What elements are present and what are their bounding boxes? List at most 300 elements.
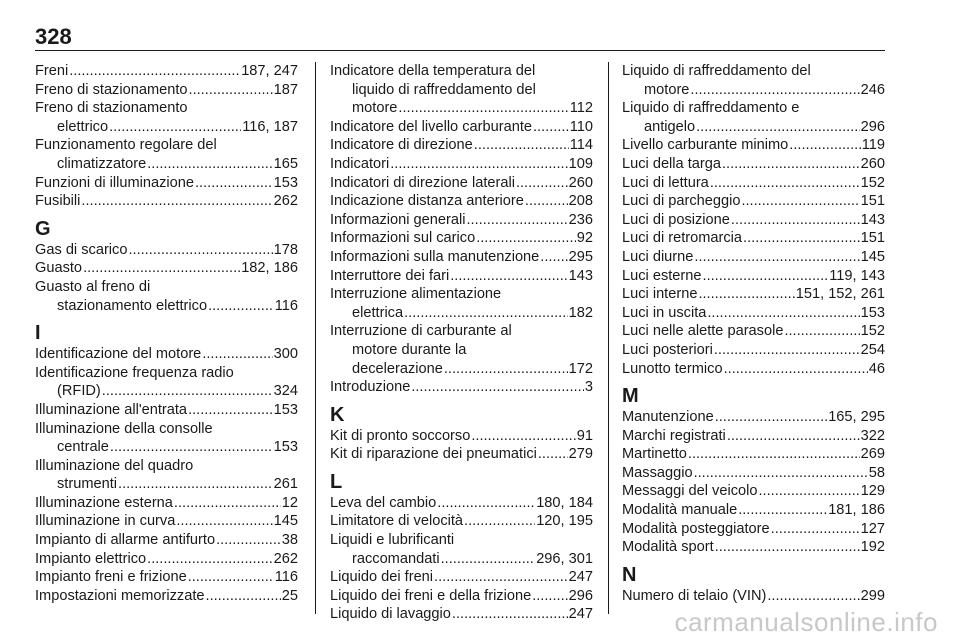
entry-pages: 143: [860, 211, 885, 228]
entry-term: decelerazione: [352, 360, 443, 377]
entry-pages: 153: [273, 401, 298, 418]
dot-leader: [688, 445, 860, 464]
index-entry: [35, 241, 298, 260]
dot-leader: [722, 155, 860, 174]
index-entry: [622, 285, 885, 304]
index-entry: [35, 550, 298, 569]
index-entry: [35, 278, 298, 315]
entry-term: Lunotto termico: [622, 360, 723, 377]
section-letter: N: [622, 563, 637, 586]
entry-line: [330, 136, 593, 155]
entry-line: [35, 192, 298, 211]
index-entry: [622, 501, 885, 520]
entry-pages: 129: [860, 483, 885, 500]
dot-leader: [738, 501, 827, 520]
entry-term-line: Liquidi e lubrificanti: [330, 532, 455, 549]
header-rule: [35, 50, 885, 51]
entry-term: Martinetto: [622, 446, 687, 463]
entry-line: [622, 322, 885, 341]
dot-leader: [533, 118, 569, 137]
index-entry: [330, 211, 593, 230]
dot-leader: [174, 494, 281, 513]
entry-line: [622, 229, 885, 248]
dot-leader: [452, 605, 568, 624]
index-entry: [622, 155, 885, 174]
index-entry: [330, 136, 593, 155]
entry-pages: 116: [274, 297, 298, 314]
entry-line: [330, 378, 593, 397]
entry-line: [35, 297, 298, 316]
index-entry: [330, 267, 593, 286]
entry-line: [330, 267, 593, 286]
entry-pages: 91: [576, 427, 593, 444]
index-entry: [35, 81, 298, 100]
entry-pages: 153: [860, 304, 885, 321]
entry-term: Impianto elettrico: [35, 550, 147, 567]
index-entry: [330, 378, 593, 397]
entry-term: Messaggi del veicolo: [622, 483, 758, 500]
entry-pages: 322: [860, 427, 885, 444]
dot-leader: [690, 81, 859, 100]
index-entry: [622, 267, 885, 286]
entry-term: climatizzatore: [57, 155, 147, 172]
entry-term: Modalità manuale: [622, 502, 738, 519]
index-entry: [622, 211, 885, 230]
entry-pages: 145: [860, 248, 885, 265]
dot-leader: [110, 438, 273, 457]
dot-leader: [188, 568, 274, 587]
entry-term: Informazioni generali: [330, 211, 466, 228]
index-entry: [622, 464, 885, 483]
dot-leader: [434, 568, 568, 587]
entry-line: [622, 155, 885, 174]
dot-leader: [516, 174, 568, 193]
entry-line: [622, 408, 885, 427]
index-entry: [622, 99, 885, 136]
entry-line: [622, 427, 885, 446]
entry-term-line: Funzionamento regolare del: [35, 137, 217, 154]
entry-pages: 38: [281, 532, 298, 549]
index-entry: [330, 427, 593, 446]
entry-line: [330, 568, 593, 587]
entry-pages: 127: [860, 520, 885, 537]
dot-leader: [476, 229, 576, 248]
entry-line: [330, 99, 593, 118]
entry-term-line: Indicatore della temperatura del: [330, 63, 536, 79]
dot-leader: [715, 538, 860, 557]
entry-term: raccomandati: [352, 550, 440, 567]
dot-leader: [83, 259, 240, 278]
entry-line: [330, 155, 593, 174]
entry-term: Luci di retromarcia: [622, 230, 743, 247]
dot-leader: [441, 550, 536, 569]
entry-pages: 324: [273, 383, 298, 400]
section-letter: G: [35, 217, 51, 240]
entry-term-line: Guasto al freno di: [35, 278, 151, 295]
dot-leader: [109, 118, 241, 137]
entry-term: Guasto: [35, 260, 83, 277]
index-entry: [622, 341, 885, 360]
entry-line: [35, 438, 298, 457]
entry-line: [330, 192, 593, 211]
entry-pages: 262: [273, 550, 298, 567]
dot-leader: [767, 587, 859, 606]
index-entry: [622, 408, 885, 427]
entry-term: Liquido di lavaggio: [330, 606, 451, 623]
entry-line: [330, 360, 593, 379]
index-entry: [622, 304, 885, 323]
entry-term: Impostazioni memorizzate: [35, 587, 205, 604]
index-entry: [35, 420, 298, 457]
entry-pages: 178: [273, 241, 298, 258]
entry-term: Freno di stazionamento: [35, 81, 188, 98]
index-entry: [35, 512, 298, 531]
index-entry: [330, 494, 593, 513]
entry-term: Informazioni sul carico: [330, 230, 476, 247]
dot-leader: [147, 155, 272, 174]
dot-leader: [789, 136, 860, 155]
index-entry: [330, 568, 593, 587]
dot-leader: [540, 248, 567, 267]
entry-pages: 260: [568, 174, 593, 191]
entry-term: Indicatori: [330, 155, 390, 172]
entry-term: Luci interne: [622, 286, 698, 303]
entry-term: Luci posteriori: [622, 341, 713, 358]
dot-leader: [694, 248, 859, 267]
index-entry: [330, 531, 593, 568]
dot-leader: [741, 192, 859, 211]
entry-term: Kit di pronto soccorso: [330, 427, 471, 444]
entry-line: [35, 382, 298, 401]
dot-leader: [727, 427, 860, 446]
entry-pages: 12: [281, 494, 298, 511]
entry-term: Informazioni sulla manutenzione: [330, 248, 540, 265]
entry-pages: 260: [860, 155, 885, 172]
entry-term: Leva del cambio: [330, 494, 437, 511]
entry-term-line: Interruzione di carburante al: [330, 323, 512, 340]
entry-pages: 151, 152, 261: [795, 286, 885, 303]
entry-term-line: Freno di stazionamento: [35, 100, 188, 117]
entry-line: [35, 475, 298, 494]
entry-line: [35, 155, 298, 174]
entry-term: Liquido dei freni: [330, 569, 434, 586]
index-entry: [35, 568, 298, 587]
entry-term: Gas di scarico: [35, 241, 128, 258]
index-entry: [35, 587, 298, 606]
entry-term: Identificazione del motore: [35, 346, 202, 363]
dot-leader: [102, 382, 273, 401]
entry-line: [622, 248, 885, 267]
index-entry: [622, 360, 885, 379]
entry-line: [330, 587, 593, 606]
index-entry: [35, 259, 298, 278]
index-column-2: [330, 62, 593, 624]
watermark: carmanualsonline.info: [674, 607, 938, 637]
entry-term: Luci di lettura: [622, 174, 709, 191]
entry-term: Impianto di allarme antifurto: [35, 532, 216, 549]
entry-term: Luci di posizione: [622, 211, 730, 228]
index-entry: [622, 482, 885, 501]
entry-line: [35, 81, 298, 100]
column-divider-2: [608, 62, 609, 614]
index-entry: [330, 229, 593, 248]
entry-line: [330, 211, 593, 230]
index-entry: [622, 248, 885, 267]
index-entry: [330, 174, 593, 193]
dot-leader: [444, 360, 568, 379]
entry-term-line: Liquido di raffreddamento e: [622, 100, 800, 117]
entry-pages: 110: [569, 118, 593, 135]
entry-term: elettrico: [57, 118, 109, 135]
entry-term-line: Interruzione alimentazione: [330, 286, 502, 303]
entry-term: Illuminazione in curva: [35, 513, 176, 530]
entry-pages: 254: [860, 341, 885, 358]
entry-term-line: Identificazione frequenza radio: [35, 364, 234, 381]
entry-line: [35, 568, 298, 587]
index-entry: [622, 322, 885, 341]
dot-leader: [714, 341, 860, 360]
entry-pages: 165: [273, 155, 298, 172]
entry-pages: 119, 143: [829, 267, 885, 284]
entry-line: [622, 445, 885, 464]
entry-line: [330, 304, 593, 323]
entry-pages: 116: [274, 569, 298, 586]
entry-term: Luci diurne: [622, 248, 694, 265]
entry-pages: 279: [568, 446, 593, 463]
entry-term-line: Illuminazione del quadro: [35, 457, 194, 474]
dot-leader: [525, 192, 568, 211]
entry-line: [622, 482, 885, 501]
entry-pages: 165, 295: [828, 409, 885, 426]
entry-term-line: Illuminazione della consolle: [35, 420, 213, 437]
entry-pages: 246: [860, 81, 885, 98]
entry-pages: 119: [861, 137, 885, 154]
entry-line: [622, 587, 885, 606]
dot-leader: [398, 99, 568, 118]
entry-term: Impianto freni e frizione: [35, 569, 187, 586]
entry-pages: 172: [568, 360, 593, 377]
entry-pages: 182: [568, 304, 593, 321]
index-entry: [330, 587, 593, 606]
entry-term: elettrica: [352, 304, 404, 321]
entry-line: [330, 512, 593, 531]
entry-pages: 114: [569, 137, 593, 154]
entry-line: [622, 520, 885, 539]
entry-pages: 300: [273, 346, 298, 363]
dot-leader: [710, 174, 860, 193]
entry-pages: 152: [860, 323, 885, 340]
dot-leader: [202, 345, 272, 364]
index-entry: [35, 345, 298, 364]
entry-line: [622, 81, 885, 100]
index-entry: [35, 364, 298, 401]
index-entry: [330, 285, 593, 322]
index-entry: [622, 587, 885, 606]
entry-pages: 58: [868, 464, 885, 481]
entry-line: [622, 341, 885, 360]
entry-pages: 153: [273, 439, 298, 456]
dot-leader: [216, 531, 281, 550]
dot-leader: [404, 304, 568, 323]
index-entry: [35, 457, 298, 494]
entry-line: [622, 174, 885, 193]
entry-term: Luci esterne: [622, 267, 702, 284]
entry-pages: 182, 186: [241, 260, 298, 277]
entry-pages: 109: [568, 155, 593, 172]
dot-leader: [437, 494, 535, 513]
entry-pages: 181, 186: [828, 502, 885, 519]
index-entry: [330, 322, 593, 378]
entry-term: stazionamento elettrico: [57, 297, 208, 314]
entry-term: Fusibili: [35, 193, 81, 210]
entry-pages: 296, 301: [536, 550, 593, 567]
entry-term: Illuminazione esterna: [35, 494, 173, 511]
index-column-3: [622, 62, 885, 605]
entry-line: [622, 136, 885, 155]
dot-leader: [715, 408, 828, 427]
entry-pages: 145: [273, 513, 298, 530]
dot-leader: [128, 241, 272, 260]
index-entry: [622, 174, 885, 193]
dot-leader: [743, 229, 860, 248]
dot-leader: [784, 322, 859, 341]
dot-leader: [758, 482, 859, 501]
index-entry: [622, 538, 885, 557]
index-entry: [35, 136, 298, 173]
entry-line: [330, 427, 593, 446]
entry-line: [35, 494, 298, 513]
page-number: 328: [35, 24, 72, 49]
dot-leader: [118, 475, 273, 494]
dot-leader: [69, 62, 240, 81]
dot-leader: [81, 192, 272, 211]
index-entry: [330, 445, 593, 464]
entry-line: [330, 494, 593, 513]
entry-line: [35, 259, 298, 278]
entry-term: Luci in uscita: [622, 304, 707, 321]
entry-line: [330, 445, 593, 464]
dot-leader: [771, 520, 860, 539]
entry-line: [622, 360, 885, 379]
entry-line: [330, 550, 593, 569]
index-entry: [330, 605, 593, 624]
index-entry: [35, 401, 298, 420]
entry-pages: 187, 247: [241, 63, 298, 79]
index-entry: [35, 192, 298, 211]
entry-term: Manutenzione: [622, 409, 714, 426]
entry-line: [622, 285, 885, 304]
entry-term: motore: [352, 100, 398, 117]
entry-line: [35, 587, 298, 606]
dot-leader: [208, 297, 274, 316]
entry-term: Marchi registrati: [622, 427, 726, 444]
entry-pages: 296: [568, 587, 593, 604]
entry-line: [35, 241, 298, 260]
entry-term: Interruttore dei fari: [330, 267, 450, 284]
index-entry: [622, 136, 885, 155]
dot-leader: [731, 211, 860, 230]
entry-pages: 46: [868, 360, 885, 377]
entry-line: [622, 192, 885, 211]
index-entry: [622, 62, 885, 99]
index-entry: [35, 174, 298, 193]
dot-leader: [390, 155, 567, 174]
entry-line: [622, 464, 885, 483]
entry-line: [330, 174, 593, 193]
entry-line: [35, 401, 298, 420]
entry-term: Modalità sport: [622, 539, 714, 556]
dot-leader: [724, 360, 868, 379]
entry-line: [622, 538, 885, 557]
index-entry: [622, 229, 885, 248]
index-entry: [35, 531, 298, 550]
section-letter: K: [330, 403, 345, 426]
dot-leader: [703, 267, 829, 286]
dot-leader: [176, 512, 272, 531]
entry-line: [35, 62, 298, 81]
index-entry: [330, 192, 593, 211]
dot-leader: [464, 512, 535, 531]
entry-term: antigelo: [644, 118, 696, 135]
entry-pages: 296: [860, 118, 885, 135]
entry-term: Liquido dei freni e della frizione: [330, 587, 532, 604]
entry-pages: 25: [281, 587, 298, 604]
entry-term: Freni: [35, 63, 69, 79]
dot-leader: [206, 587, 281, 606]
dot-leader: [188, 401, 273, 420]
entry-pages: 116, 187: [242, 118, 298, 135]
entry-line: [622, 118, 885, 137]
index-entry: [622, 520, 885, 539]
entry-line: [330, 118, 593, 137]
index-entry: [330, 62, 593, 118]
entry-term: Luci della targa: [622, 155, 721, 172]
dot-leader: [411, 378, 584, 397]
index-entry: [622, 192, 885, 211]
entry-term: Limitatore di velocità: [330, 513, 464, 530]
entry-term: (RFID): [57, 383, 101, 400]
entry-line: [622, 304, 885, 323]
entry-line: [35, 345, 298, 364]
entry-term: Funzioni di illuminazione: [35, 174, 194, 191]
dot-leader: [707, 304, 859, 323]
entry-pages: 92: [576, 230, 593, 247]
entry-term: Modalità posteggiatore: [622, 520, 770, 537]
entry-line: [622, 501, 885, 520]
entry-line: [35, 118, 298, 137]
entry-pages: 112: [569, 100, 593, 117]
index-entry: [622, 427, 885, 446]
dot-leader: [450, 267, 567, 286]
entry-line: [35, 174, 298, 193]
entry-pages: 120, 195: [536, 513, 593, 530]
entry-term: Indicatore di direzione: [330, 137, 473, 154]
entry-line: [330, 605, 593, 624]
entry-line: [35, 512, 298, 531]
dot-leader: [189, 81, 273, 100]
index-entry: [330, 512, 593, 531]
index-column-1: [35, 62, 298, 605]
dot-leader: [147, 550, 273, 569]
entry-line: [622, 267, 885, 286]
entry-term: centrale: [57, 439, 109, 456]
index-entry: [330, 155, 593, 174]
entry-term: motore: [644, 81, 690, 98]
entry-pages: 143: [568, 267, 593, 284]
entry-pages: 269: [860, 446, 885, 463]
section-letter: I: [35, 322, 41, 345]
entry-line: [622, 211, 885, 230]
